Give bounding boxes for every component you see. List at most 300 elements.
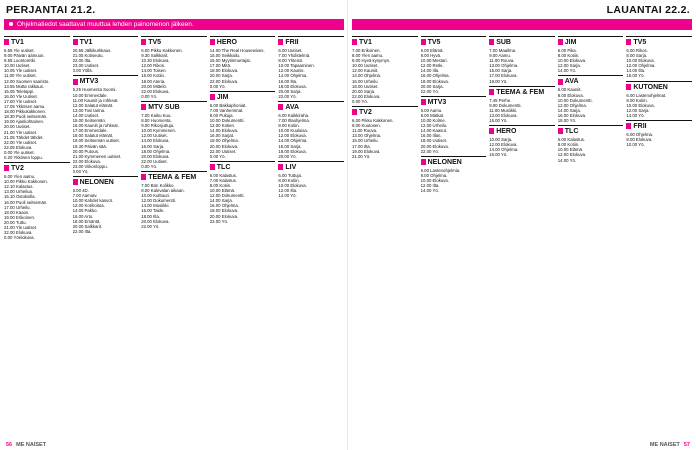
- program-listing: 21.00 Kymmenen uutiset.: [72, 153, 122, 159]
- program-listing: 11.00 Musiikki.: [489, 107, 518, 113]
- program-listing: 8.00 Sarja.: [626, 53, 648, 59]
- program-listing: 14.00 Sarja.: [557, 107, 581, 113]
- channel-name: TV1: [79, 39, 93, 46]
- listing-column: [4, 34, 70, 438]
- channel-name: TV1: [11, 39, 24, 46]
- program-listing: 16.00 Sarja.: [141, 143, 165, 149]
- program-listing: 8.00 Kotiin.: [626, 97, 648, 103]
- channel-marker-icon: [141, 174, 146, 180]
- program-listing: 7.00 Kaiku Kuu.: [141, 112, 172, 118]
- program-listing: 0.20 Ykkösen loppu.: [4, 154, 43, 160]
- program-listing: 14.00 Uutiset.: [72, 112, 100, 118]
- program-listing: 12.00 Sarja.: [626, 107, 650, 113]
- program-listing: 17.00 Elokuva.: [489, 73, 518, 79]
- channel-marker-icon: [278, 164, 283, 170]
- channel-marker-icon: [558, 128, 563, 134]
- listing-column: [489, 34, 555, 438]
- program-listing: 18.00 Elokuva.: [278, 83, 307, 89]
- channel-marker-icon: [489, 39, 494, 45]
- left-footer: [6, 442, 46, 448]
- program-listing: 12.00 Dokumentti.: [209, 193, 245, 199]
- program-listing: 16.00 Yö.: [489, 152, 508, 158]
- channel-marker-icon: [210, 39, 215, 45]
- program-listing: 17.05 Ykkösen aamu.: [4, 104, 46, 110]
- program-listing: 19.30 Päivän sää.: [72, 143, 107, 149]
- program-listing: 14.00 Kaasut.: [420, 128, 448, 134]
- program-listing: 14.00 The Real Housewives.: [209, 48, 265, 53]
- program-listing: 21.00 Yle uutiset.: [4, 225, 38, 230]
- listing-column: [141, 34, 207, 438]
- channel-heading: [278, 101, 344, 112]
- program-listing: 10.00 Uutiset.: [4, 63, 31, 69]
- program-listing: 19.00 Seitsemän uutiset.: [72, 138, 120, 144]
- program-listing: 0.00 Yö.: [209, 83, 226, 89]
- program-listing: 18.30 Puoli seitsemän.: [4, 114, 48, 120]
- program-listing: 12.00 Elokuva.: [557, 152, 587, 158]
- program-listing: 20.00 Mittelö.: [141, 83, 167, 89]
- program-listing: 8.00 Kotiin.: [209, 182, 232, 188]
- program-listing: 22.00 Elokuva.: [352, 93, 381, 99]
- program-listing: 6.00 Tuttuja.: [278, 172, 303, 178]
- program-listing: 21.00 Yle uutiset.: [4, 129, 38, 135]
- channel-heading: [489, 86, 555, 97]
- channel-heading: [73, 176, 139, 187]
- program-listing: 8.00 Pukuja.: [209, 112, 234, 118]
- program-listing: 18.00 Ilta.: [141, 213, 161, 219]
- channel-heading: [141, 101, 207, 112]
- channel-name: FRII: [633, 123, 647, 131]
- program-listing: 6.00 Kauniit.: [557, 87, 582, 93]
- program-listing: 23.00 Viikonloppu.: [72, 163, 108, 169]
- program-listing: 6.00 Kalastus.: [557, 137, 586, 143]
- channel-heading: [278, 36, 344, 47]
- program-listing: 16.00 Sarja.: [278, 143, 302, 149]
- channel-marker-icon: [626, 39, 631, 45]
- program-listing: 12.00 Kauniit.: [352, 68, 379, 74]
- program-listing: 6.00 Kaikkiraha.: [278, 112, 310, 118]
- program-listing: 6.00 Lastenohjelmat.: [626, 92, 667, 98]
- program-listing: 12.00 Kaunis.: [278, 68, 305, 74]
- channel-marker-icon: [141, 39, 146, 45]
- program-listing: 20.55 Jälkikurkkaus.: [72, 48, 112, 53]
- right-date-header: LAUANTAI 22.2.: [606, 4, 690, 16]
- channel-marker-icon: [558, 79, 563, 85]
- channel-heading: [210, 36, 276, 47]
- program-listing: 20.00 Salkkarit.: [72, 223, 103, 229]
- program-listing: 9.00 Rikosjuttuja.: [141, 123, 175, 129]
- program-listing: 7.00 Yhdistelmä.: [278, 53, 311, 59]
- channel-heading: [141, 171, 207, 182]
- program-listing: 18.00 Uutiset.: [420, 138, 448, 144]
- channel-name: HERO: [496, 128, 517, 136]
- channel-heading: [73, 36, 139, 47]
- channel-heading: [4, 36, 70, 47]
- channel-marker-icon: [278, 104, 283, 110]
- channel-heading: [626, 120, 692, 131]
- program-listing: 10.30 Elokuva.: [141, 58, 170, 64]
- program-listing: 7.00 Erikoinen.: [352, 48, 381, 53]
- listing-column: [421, 34, 487, 438]
- program-listing: 12.00 Ohjelma.: [626, 63, 656, 69]
- program-listing: 22.00 Uutiset.: [209, 148, 237, 154]
- program-listing: 10.00 Yö.: [626, 142, 645, 148]
- program-listing: 7.00 Maailma.: [489, 48, 517, 53]
- program-listing: 7.00 Vanhemmat.: [209, 107, 244, 113]
- program-listing: 14.00 Pakko.: [72, 208, 98, 214]
- channel-name: TV5: [148, 39, 162, 46]
- program-listing: 16.00 Ohjelma.: [420, 73, 450, 79]
- channel-name: KUTONEN: [633, 83, 668, 91]
- program-listing: 6.00 Ohjelma.: [626, 132, 654, 138]
- program-listing: 14.00 Yö.: [626, 112, 645, 118]
- channel-name: FRII: [285, 39, 299, 46]
- program-listing: 12.00 Uutiset.: [141, 133, 168, 139]
- program-listing: 16.00 Ilta.: [278, 78, 298, 84]
- program-listing: 18.00 Ohjelma.: [141, 148, 171, 154]
- program-listing: 6.00 Uutiset.: [278, 48, 303, 53]
- channel-heading: [210, 161, 276, 172]
- program-listing: 9.00 Kuutosen.: [352, 123, 381, 129]
- channel-name: MTV SUB: [148, 103, 180, 111]
- program-listing: 14.00 Ohjelma.: [278, 138, 308, 144]
- program-listing: 22.00 Yle uutiset.: [4, 139, 38, 145]
- program-listing: 10.00 Tapaaminen.: [278, 63, 315, 69]
- program-listing: 9.00 Päivän aamuun.: [4, 53, 45, 59]
- program-listing: 20.00 Elokuva.: [141, 153, 170, 159]
- program-listing: 16.00 Puoli seitsemän.: [4, 199, 48, 205]
- program-listing: 7.00 Kalastus.: [209, 177, 238, 183]
- channel-heading: [421, 156, 487, 167]
- program-listing: 12.00 Sarja.: [557, 63, 581, 69]
- program-listing: 16.00 Illan.: [420, 133, 442, 139]
- channel-marker-icon: [141, 104, 146, 110]
- program-listing: 22.00 Yö.: [420, 88, 439, 94]
- program-listing: 14.00 Sarja.: [209, 198, 233, 204]
- program-listing: 16.00 Yö.: [626, 73, 645, 79]
- program-listing: 19.00 Erikoinen.: [4, 214, 36, 220]
- left-magazine: ME NAISET: [16, 442, 47, 448]
- program-listing: 20.00 Uutiset.: [4, 124, 31, 130]
- program-listing: 9.00 Dokumentti.: [489, 102, 522, 108]
- left-page-number: 56: [6, 442, 13, 448]
- program-listing: 12.00 Elokuva.: [278, 133, 307, 139]
- program-listing: 14.00 Elokuva.: [209, 128, 239, 134]
- program-listing: 21.05 Kotiseutu.: [72, 53, 104, 59]
- channel-marker-icon: [626, 123, 631, 129]
- channel-heading: [4, 162, 70, 173]
- listing-column: [73, 34, 139, 438]
- program-listing: 6.00 Ylen aamu.: [4, 174, 36, 180]
- program-listing: 22.00 Ilta.: [72, 228, 92, 234]
- program-listing: 20.00 Sarja.: [420, 83, 444, 89]
- program-listing: 16.00 Myytinmurtajat.: [209, 58, 251, 64]
- program-listing: 7.00 Bün Kolikko.: [141, 182, 175, 188]
- program-listing: 22.00 Elokuva.: [72, 158, 102, 164]
- program-listing: 16.00 Yle Uutiset.: [4, 93, 38, 99]
- channel-marker-icon: [73, 179, 78, 185]
- channel-marker-icon: [489, 89, 494, 95]
- program-listing: 12.00 Salatut elämät.: [72, 102, 114, 108]
- program-listing: 21.00 Yö.: [352, 153, 371, 159]
- program-listing: 8.00 Kotiin.: [557, 53, 580, 59]
- listing-column: [278, 34, 344, 438]
- program-listing: 18.00 Elokuva.: [278, 148, 307, 154]
- channel-name: SUB: [496, 39, 511, 46]
- channel-marker-icon: [352, 39, 357, 45]
- program-listing: 12.00 Ohjelma.: [557, 102, 587, 108]
- channel-name: TV1: [359, 39, 372, 46]
- program-listing: 20.00 Sarja.: [209, 73, 233, 79]
- channel-name: TEEMA & FEM: [496, 88, 545, 96]
- program-listing: 15.05 Teletappi.: [4, 88, 35, 94]
- channel-heading: [489, 36, 555, 47]
- program-listing: 13.00 Urheilua.: [4, 189, 34, 195]
- program-listing: 16.00 Kotiin.: [141, 73, 166, 79]
- channel-heading: [558, 36, 624, 47]
- program-listing: 13.55 Mutta rakkaus.: [4, 83, 45, 89]
- program-listing: 0.00 Yö.: [141, 163, 158, 169]
- channel-marker-icon: [4, 39, 9, 45]
- program-listing: 22.00 Elokuva.: [209, 78, 239, 84]
- program-listing: 0.00 Yö.: [72, 168, 89, 174]
- channel-marker-icon: [73, 39, 78, 45]
- channel-marker-icon: [421, 159, 426, 165]
- left-columns: [4, 34, 344, 438]
- channel-heading: [626, 36, 692, 47]
- channel-name: TLC: [216, 163, 231, 171]
- program-listing: 17.00 Urheilu.: [4, 204, 31, 210]
- program-listing: 18.00 Salatut elämät.: [72, 133, 114, 139]
- program-listing: 10.00 Dokumentti.: [557, 97, 593, 103]
- program-listing: 20.00 Putous.: [72, 148, 100, 154]
- program-listing: 19.00 Elokuva.: [352, 148, 381, 154]
- program-listing: 14.00 Ohjelma.: [489, 147, 519, 153]
- program-listing: 10.00 Pikku Kakkonen.: [4, 179, 48, 185]
- program-listing: 12.00 Kotien.: [209, 123, 236, 129]
- channel-name: LIV: [285, 163, 297, 171]
- program-listing: 17.00 Mitä.: [209, 63, 232, 69]
- left-date-header: PERJANTAI 21.2.: [6, 4, 96, 16]
- program-listing: 6.00 4D.: [72, 188, 89, 194]
- program-listing: 9.30 Salkkarit.: [141, 53, 169, 59]
- program-listing: 23.00 Uutiset.: [72, 63, 100, 69]
- program-listing: 14.00 Ohjelma.: [278, 73, 308, 79]
- program-listing: 15.00 Seikkailu.: [209, 53, 241, 59]
- program-listing: 8.00 Ohjelma.: [420, 172, 448, 178]
- program-listing: 13.00 Tosi tarina.: [72, 107, 106, 113]
- program-listing: 10.00 Emmerdale.: [72, 92, 108, 98]
- program-listing: 7.00 Iltaohjelma.: [278, 118, 310, 124]
- channel-heading: [73, 75, 139, 86]
- program-listing: 6.00 Pika.: [557, 48, 577, 53]
- program-listing: 16.00 Kauniit ja rohkeat.: [72, 123, 119, 129]
- channel-name: HERO: [216, 39, 238, 46]
- program-listing: 12.00 Ilta.: [278, 188, 298, 194]
- program-listing: 8.00 Hyvä.: [420, 53, 442, 59]
- channel-name: JIM: [216, 93, 229, 101]
- program-listing: 11.00 Rouva.: [352, 128, 378, 134]
- channel-heading: [352, 36, 418, 47]
- program-listing: 13.00 Elokuva.: [489, 112, 518, 118]
- listing-column: [210, 34, 276, 438]
- program-listing: 10.00 Mestari.: [420, 58, 448, 64]
- program-listing: 10.00 Kahdet kasvot.: [72, 198, 113, 204]
- program-listing: 20.00 Yö.: [278, 153, 297, 159]
- channel-heading: [278, 161, 344, 172]
- program-listing: 18.00 Pikkukakkonen.: [4, 109, 47, 115]
- channel-marker-icon: [352, 109, 357, 115]
- program-listing: 12.00 Retki.: [420, 63, 444, 69]
- program-listing: 0.00 Yöelokuva.: [4, 235, 35, 241]
- right-columns: [352, 34, 692, 438]
- program-listing: 18.00 Uutiset.: [352, 83, 379, 89]
- program-listing: 19.00 Ajankohtainen.: [4, 119, 45, 125]
- program-listing: 22.05 Elokuva.: [4, 144, 33, 150]
- program-listing: 18.00 Ohjelma.: [209, 138, 239, 144]
- program-listing: 6.00 Kalastus.: [209, 172, 238, 178]
- program-listing: 15.00 Sarja.: [489, 68, 513, 74]
- program-listing: 15.00 Seitsemän.: [72, 118, 107, 124]
- channel-name: TV5: [427, 39, 441, 46]
- program-listing: 18.00 Ateria.: [141, 78, 166, 84]
- program-listing: 13.00 Ohjelma.: [489, 63, 519, 69]
- channel-marker-icon: [210, 164, 215, 170]
- channel-name: AVA: [285, 103, 300, 111]
- channel-heading: [626, 81, 692, 92]
- program-listing: 8.00 Kotiin.: [278, 177, 300, 183]
- program-listing: 8.00 Kalevalan aikaan.: [141, 188, 185, 194]
- program-listing: 15.00 Urheilu.: [352, 138, 379, 144]
- program-listing: 8.00 Matkat.: [420, 112, 445, 118]
- right-page-number: 57: [683, 442, 690, 448]
- program-listing: 18.00 Elokuva.: [420, 78, 450, 84]
- program-listing: 17.00 Ilta.: [352, 143, 371, 149]
- program-listing: 22.00 Yö.: [209, 218, 229, 224]
- program-listing: 12.00 Kotihoitoa.: [72, 203, 105, 209]
- banner-text: Ohjelmatiedot saattavat muuttua lehden painomenon jälkeen.: [17, 21, 194, 28]
- program-listing: 8.00 Huomenta.: [141, 118, 172, 124]
- channel-name: TEEMA & FEM: [148, 173, 197, 181]
- program-listing: 14.00 Yö.: [557, 157, 577, 163]
- program-listing: 9.55 Luontoretki.: [4, 58, 37, 64]
- program-listing: 10.05 Yle uutiset.: [4, 68, 38, 74]
- program-listing: 6.00 Rikos.: [626, 48, 648, 53]
- program-listing: 6.00 Pikku Kakkonen.: [352, 118, 394, 124]
- channel-marker-icon: [421, 99, 426, 105]
- program-listing: 20.00 Elokuva.: [141, 218, 170, 224]
- channel-name: NELONEN: [79, 179, 114, 187]
- program-listing: 14.00 Elokuva.: [141, 138, 170, 144]
- program-listing: 20.00 Sarja.: [278, 88, 302, 94]
- program-listing: 10.00 Elämä.: [557, 147, 584, 153]
- program-listing: 6.00 Pikku Kakkonen.: [141, 48, 183, 53]
- program-listing: 8.00 Yhteisö.: [278, 58, 304, 64]
- listing-column: [558, 34, 624, 438]
- program-listing: 16.00 Arto.: [72, 213, 94, 219]
- channel-marker-icon: [421, 39, 426, 45]
- channel-heading: [489, 125, 555, 136]
- program-listing: 10.00 Elokuva.: [626, 58, 655, 64]
- program-listing: 21.05 Tähdet tähdet.: [4, 134, 44, 140]
- program-listing: 12.10 Kalastus.: [4, 184, 34, 190]
- channel-marker-icon: [489, 128, 494, 134]
- program-listing: 14.00 Ohjelma.: [352, 73, 382, 79]
- channel-heading: [421, 96, 487, 107]
- program-listing: 14.00 Musiikki.: [141, 203, 170, 209]
- program-listing: 16.00 Urheilu.: [352, 78, 379, 84]
- left-banner: [4, 19, 344, 30]
- channel-name: NELONEN: [427, 158, 462, 166]
- program-listing: 15.10 Ostoksilla.: [4, 194, 36, 200]
- program-listing: 22.00 Uutiset.: [141, 158, 168, 164]
- program-listing: 6.00 Elämä.: [420, 48, 444, 53]
- program-listing: 11.00 Rouva.: [489, 58, 515, 64]
- program-listing: 12.00 Dokumentti.: [141, 198, 177, 204]
- program-listing: 12.00 Ilta.: [420, 182, 440, 188]
- channel-heading: [352, 106, 418, 117]
- program-listing: 20.00 Elokuva.: [209, 213, 239, 219]
- program-listing: 0.00 Yö.: [209, 153, 226, 159]
- channel-marker-icon: [558, 39, 563, 45]
- program-listing: 10.00 Elämä.: [209, 188, 236, 194]
- program-listing: 10.00 Elokuva.: [278, 182, 307, 188]
- program-listing: 10.00 Sarja.: [489, 137, 513, 143]
- channel-heading: [141, 36, 207, 47]
- program-listing: 7.00 Aamutv.: [72, 193, 98, 199]
- program-listing: 12.00 Rikos.: [141, 63, 166, 69]
- right-footer: [650, 442, 690, 448]
- program-listing: 17.00 Yle uutiset.: [4, 98, 38, 104]
- program-listing: 12.00 Urheilu.: [420, 123, 448, 129]
- channel-name: MTV3: [427, 98, 447, 106]
- program-listing: 0.00 Yöllä.: [72, 68, 93, 74]
- program-listing: 18.00 Kaaos.: [4, 209, 30, 215]
- program-listing: 20.00 Elokuva.: [209, 143, 239, 149]
- program-listing: 7.45 Perhe.: [489, 97, 512, 103]
- channel-marker-icon: [73, 79, 78, 85]
- channel-name: TV2: [11, 165, 24, 173]
- program-listing: 22.00 Ilta.: [72, 58, 92, 64]
- right-magazine: ME NAISET: [649, 442, 680, 448]
- program-listing: 0.00 Yle uutiset.: [4, 149, 35, 155]
- program-listing: 6.00 Aamu.: [420, 107, 443, 113]
- program-listing: 6.55 Yle uutiset.: [4, 48, 35, 53]
- program-listing: 19.00 Yö.: [489, 78, 508, 84]
- program-listing: 10.00 Uutiset.: [352, 63, 379, 69]
- program-listing: 16.00 Ohjelma.: [209, 203, 239, 209]
- program-listing: 10.00 Kuuluisa.: [278, 128, 308, 134]
- program-listing: 14.00 Yö.: [420, 188, 439, 194]
- program-listing: 16.00 Sarjat.: [209, 133, 235, 139]
- program-listing: 10.00 Dokumentti.: [209, 118, 245, 124]
- program-listing: 8.00 Ylen aamu.: [352, 53, 384, 59]
- program-listing: 9.00 Aamu.: [489, 53, 511, 59]
- program-listing: 16.00 Taide.: [141, 208, 165, 214]
- channel-heading: [421, 36, 487, 47]
- program-listing: 14.00 Yö.: [278, 193, 297, 199]
- program-listing: 12.00 Suomen saaristo.: [4, 78, 50, 84]
- channel-marker-icon: [278, 39, 283, 45]
- channel-marker-icon: [4, 165, 9, 171]
- channel-marker-icon: [626, 84, 631, 90]
- program-listing: 6.00 Lastenohjelmia.: [420, 167, 461, 173]
- program-listing: 20.00 Sarja.: [352, 88, 376, 94]
- program-listing: 12.00 Elokuva.: [489, 142, 518, 148]
- program-listing: 8.00 Elokuva.: [557, 92, 584, 98]
- program-listing: 18.00 Elokuva.: [209, 208, 239, 214]
- program-listing: 14.00 Illa.: [420, 68, 440, 74]
- program-listing: 0.00 Yö.: [141, 93, 158, 99]
